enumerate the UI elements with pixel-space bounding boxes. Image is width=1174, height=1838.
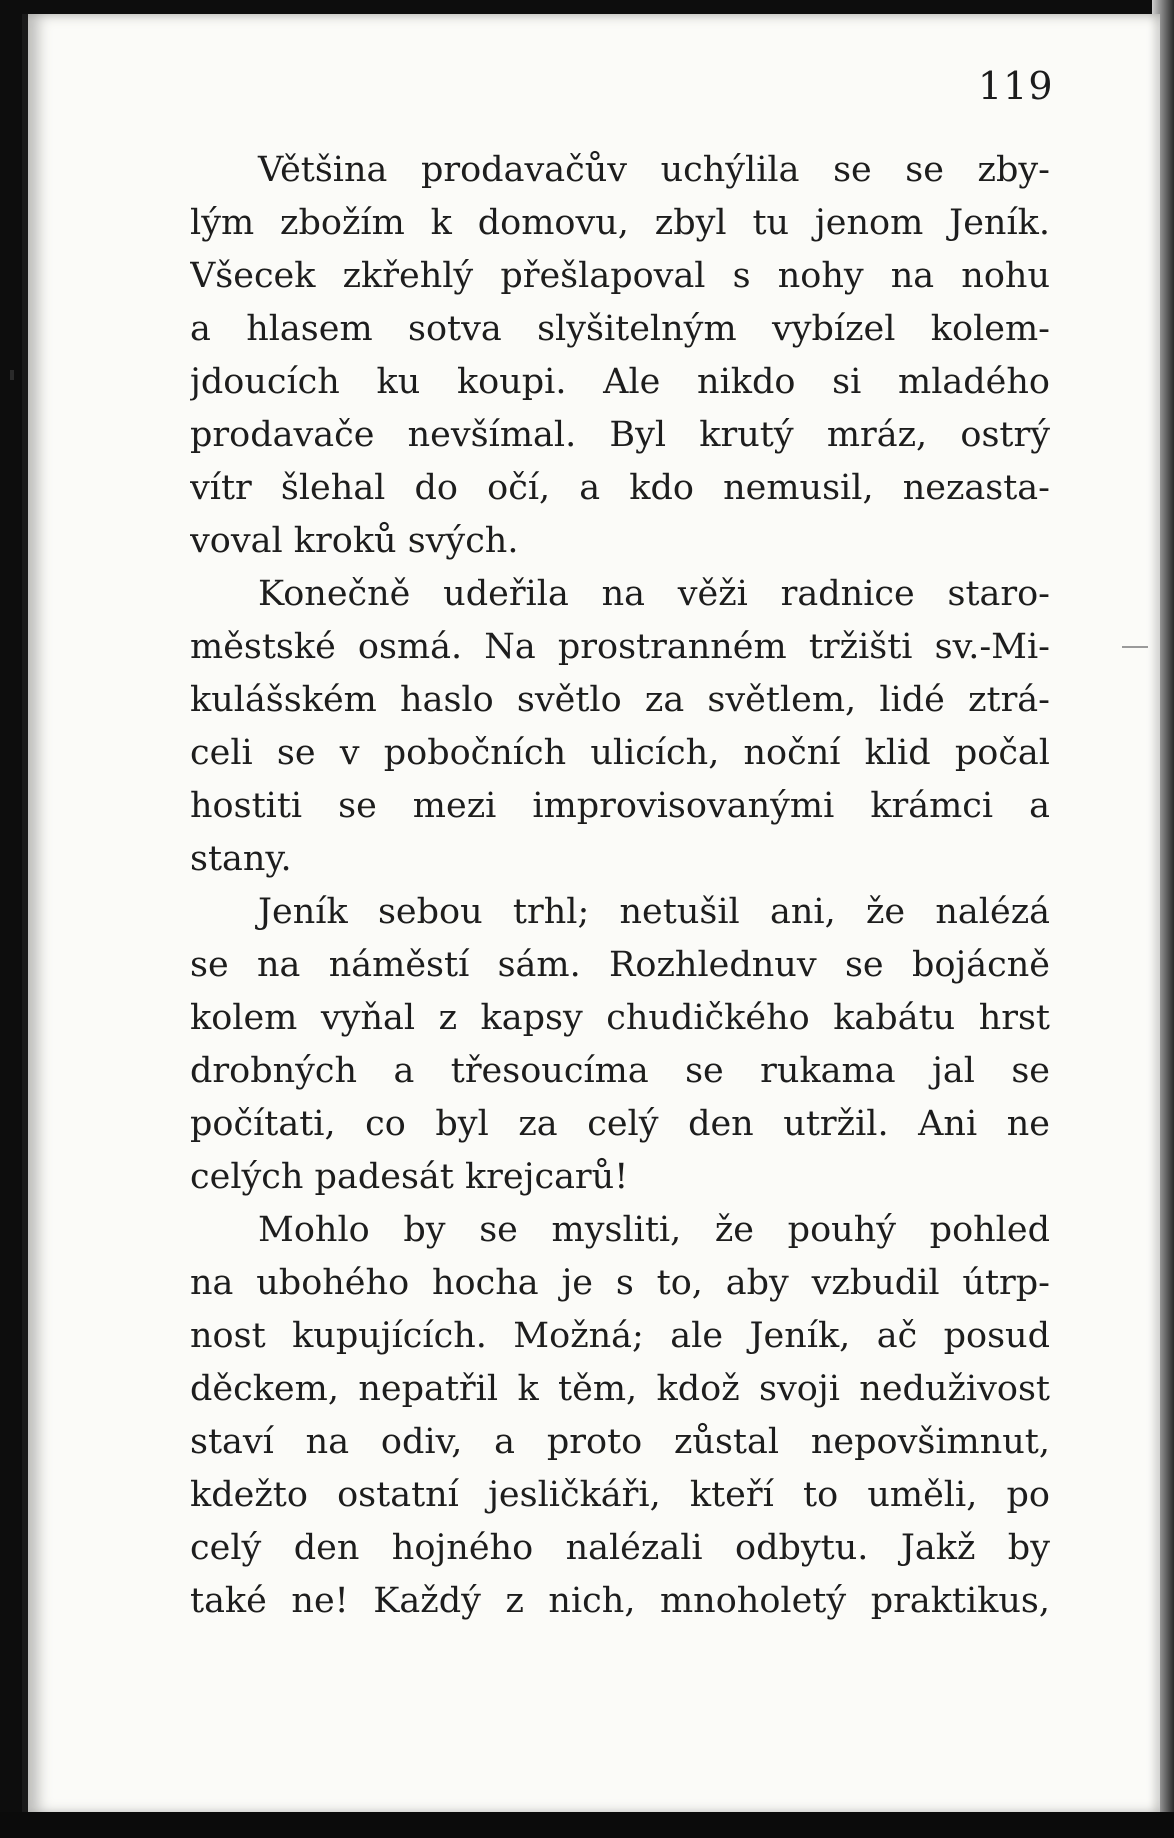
text-line: staví na odiv, a proto zůstal nepovšimnut, bbox=[190, 1422, 1050, 1462]
text-line: stany. bbox=[190, 839, 292, 879]
text-line: Většina prodavačův uchýlila se se zby- bbox=[258, 150, 1050, 190]
text-line: lým zbožím k domovu, zbyl tu jenom Jeník. bbox=[190, 203, 1050, 243]
text-line: kolem vyňal z kapsy chudičkého kabátu hrst bbox=[190, 998, 1050, 1038]
text-line: celých padesát krejcarů! bbox=[190, 1157, 629, 1197]
text-line: drobných a třesoucíma se rukama jal se bbox=[190, 1051, 1050, 1091]
page-edge-bottom bbox=[0, 1812, 1174, 1838]
margin-mark bbox=[1122, 646, 1148, 648]
text-line: celi se v pobočních ulicích, noční klid počal bbox=[190, 733, 1050, 773]
text-line: se na náměstí sám. Rozhlednuv se bojácně bbox=[190, 945, 1050, 985]
text-line: jdoucích ku koupi. Ale nikdo si mladého bbox=[190, 362, 1050, 402]
text-line: nost kupujících. Možná; ale Jeník, ač posud bbox=[190, 1316, 1050, 1356]
text-line: také ne! Každý z nich, mnoholetý praktikus, bbox=[190, 1581, 1050, 1621]
text-line: Jeník sebou trhl; netušil ani, že nalézá bbox=[258, 892, 1050, 932]
text-line: městské osmá. Na prostranném tržišti sv.-Mi- bbox=[190, 627, 1050, 667]
page-number: 119 bbox=[978, 64, 1054, 108]
text-line: voval kroků svých. bbox=[190, 521, 519, 561]
text-line: kulášském haslo světlo za světlem, lidé ztrá- bbox=[190, 680, 1050, 720]
text-line: prodavače nevšímal. Byl krutý mráz, ostrý bbox=[190, 415, 1050, 455]
text-line: děckem, nepatřil k těm, kdož svoji neduživost bbox=[190, 1369, 1050, 1409]
text-line: na ubohého hocha je s to, aby vzbudil útrp- bbox=[190, 1263, 1050, 1303]
text-line: počítati, co byl za celý den utržil. Ani ne bbox=[190, 1104, 1050, 1144]
text-line: celý den hojného nalézali odbytu. Jakž by bbox=[190, 1528, 1050, 1568]
text-line: Všecek zkřehlý přešlapoval s nohy na nohu bbox=[190, 256, 1050, 296]
body-text bbox=[190, 144, 1050, 1628]
book-page bbox=[22, 14, 1160, 1814]
text-line: vítr šlehal do očí, a kdo nemusil, nezasta- bbox=[190, 468, 1050, 508]
text-line: Konečně udeřila na věži radnice staro- bbox=[258, 574, 1050, 614]
scan-speck bbox=[10, 370, 14, 380]
text-line: kdežto ostatní jesličkáři, kteří to uměli, po bbox=[190, 1475, 1050, 1515]
text-line: a hlasem sotva slyšitelným vybízel kolem- bbox=[190, 309, 1050, 349]
text-line: hostiti se mezi improvisovanými krámci a bbox=[190, 786, 1050, 826]
text-line: Mohlo by se mysliti, že pouhý pohled bbox=[258, 1210, 1050, 1250]
